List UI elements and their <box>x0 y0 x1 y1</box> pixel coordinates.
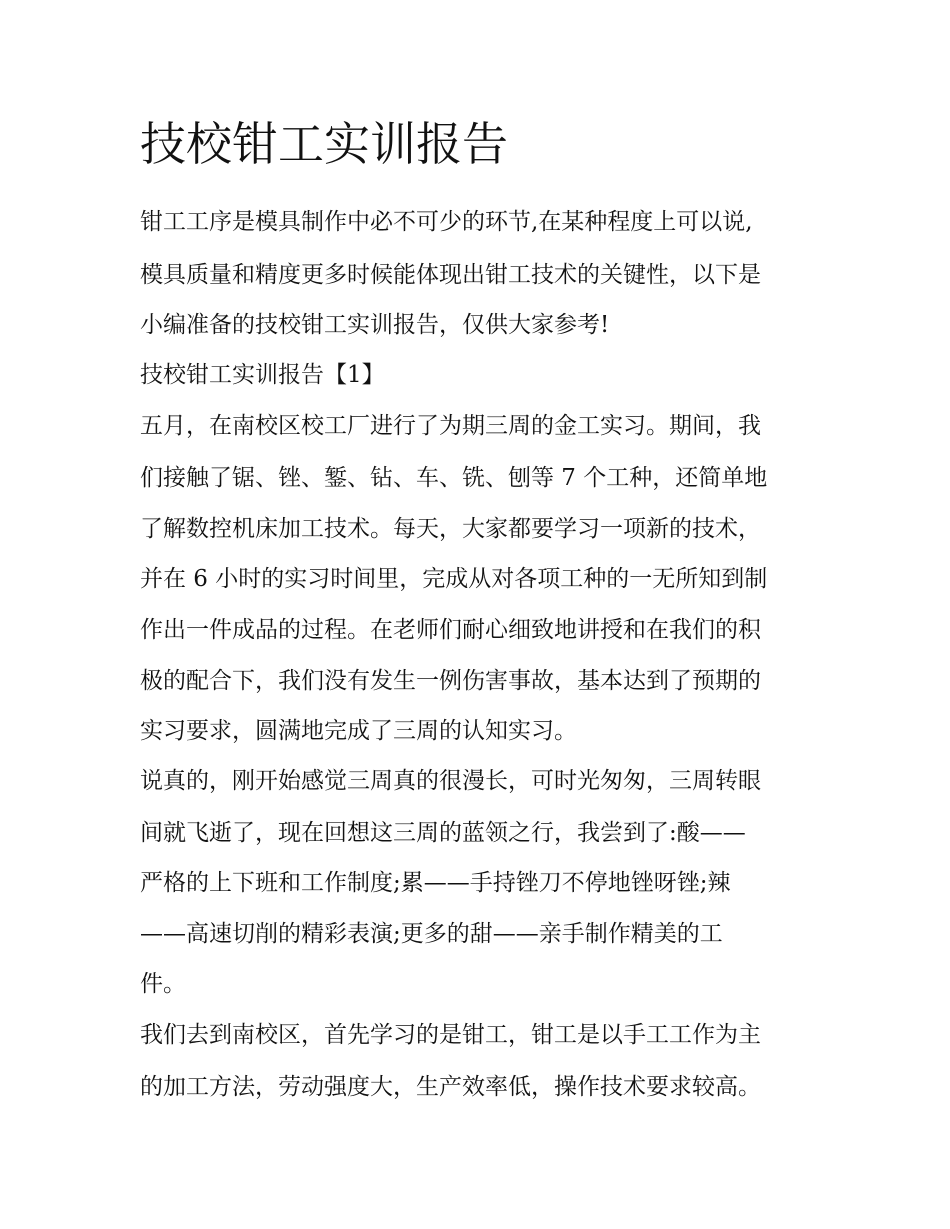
paragraph-2-line-5: 件。 <box>140 971 186 997</box>
paragraph-1-line-5: 作出一件成品的过程。在老师们耐心细致地讲授和在我们的积 <box>140 617 761 643</box>
paragraph-2-line-2: 间就飞逝了，现在回想这三周的蓝领之行，我尝到了:酸—— <box>140 820 746 846</box>
paragraph-2-line-3: 严格的上下班和工作制度;累——手持锉刀不停地锉呀锉;辣 <box>140 870 731 896</box>
paragraph-1-line-1: 五月，在南校区校工厂进行了为期三周的金工实习。期间，我 <box>140 413 761 439</box>
paragraph-1-line-2: 们接触了锯、锉、錾、钻、车、铣、刨等 7 个工种，还简单地 <box>140 465 768 491</box>
intro-line-1: 钳工工序是模具制作中必不可少的环节,在某种程度上可以说, <box>140 209 753 235</box>
section-heading-1: 技校钳工实训报告【1】 <box>140 362 385 388</box>
page-title: 技校钳工实训报告 <box>140 117 508 171</box>
paragraph-1-line-6: 极的配合下，我们没有发生一例伤害事故，基本达到了预期的 <box>140 668 761 694</box>
paragraph-1-line-4: 并在 6 小时的实习时间里，完成从对各项工种的一无所知到制 <box>140 566 768 592</box>
intro-line-2: 模具质量和精度更多时候能体现出钳工技术的关键性，以下是 <box>140 262 761 288</box>
paragraph-2-line-4: ——高速切削的精彩表演;更多的甜——亲手制作精美的工 <box>140 921 723 947</box>
intro-line-3: 小编准备的技校钳工实训报告，仅供大家参考! <box>140 312 610 338</box>
paragraph-1-line-7: 实习要求，圆满地完成了三周的认知实习。 <box>140 718 577 744</box>
paragraph-1-line-3: 了解数控机床加工技术。每天，大家都要学习一项新的技术， <box>140 516 761 542</box>
paragraph-2-line-1: 说真的，刚开始感觉三周真的很漫长，可时光匆匆，三周转眼 <box>140 768 761 794</box>
paragraph-3-line-1: 我们去到南校区，首先学习的是钳工，钳工是以手工工作为主 <box>140 1022 761 1048</box>
paragraph-3-line-2: 的加工方法，劳动强度大，生产效率低，操作技术要求较高。 <box>140 1074 761 1100</box>
